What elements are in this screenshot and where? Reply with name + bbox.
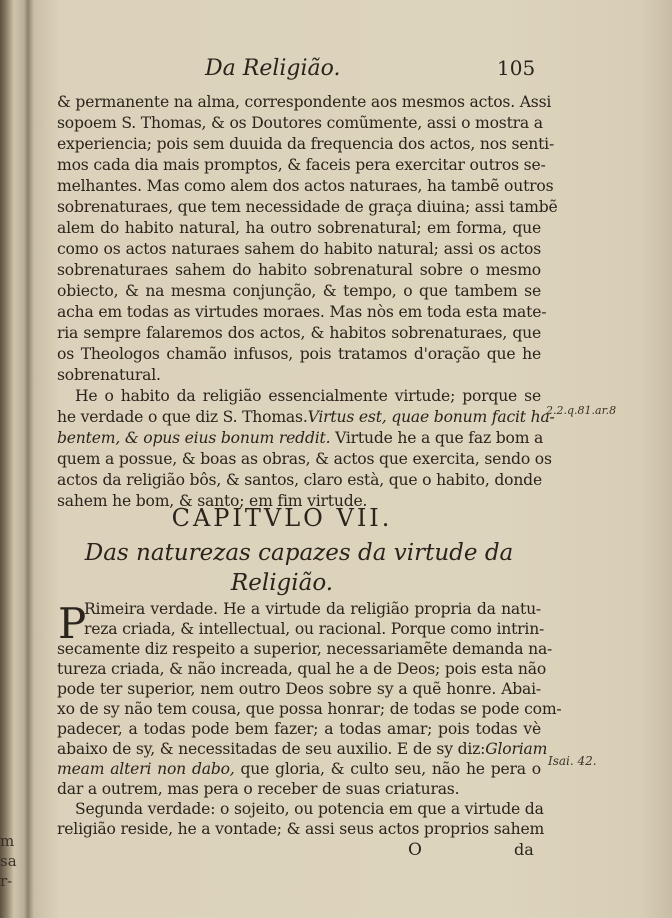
- text-line: [57, 134, 555, 155]
- text-line: [57, 659, 547, 680]
- text-span: Rimeira verdade. He a virtude da religião propria da natu-: [84, 600, 541, 618]
- text-span: alem do habito natural, ha outro sobrenatural; em forma, que: [57, 219, 541, 237]
- text-span: dar a outrem, mas pera o receber de suas criaturas.: [57, 780, 460, 798]
- text-line: [57, 155, 546, 176]
- facing-edge-3: r-: [0, 872, 13, 890]
- text-span: xo de sy não tem cousa, que possa honrar; de todas se pode com-: [57, 700, 562, 718]
- text-span: he verdade o que diz S. Thomas.: [57, 408, 308, 426]
- text-line: [57, 639, 553, 660]
- text-line: [57, 239, 541, 260]
- text-span: secamente diz respeito a superior, necessariamẽte demanda na-: [57, 640, 553, 658]
- text-line: [84, 619, 545, 640]
- text-line: [57, 281, 541, 302]
- chapter-heading: CAPITVLO VII.: [171, 504, 393, 532]
- text-span: pode ter superior, nem outro Deos sobre sy a quẽ honre. Abai-: [57, 680, 541, 698]
- text-span: sahem he bom, & santo; em fim virtude.: [57, 492, 368, 510]
- text-line: [57, 759, 541, 780]
- chapter-title-2: Religião.: [230, 570, 334, 596]
- page-number: 105: [497, 56, 536, 80]
- text-span: mos cada dia mais promptos, & faceis pera exercitar outros se-: [57, 156, 546, 174]
- text-span: actos da religião bôs, & santos, claro està, que o habito, donde: [57, 471, 542, 489]
- text-span: sopoem S. Thomas, & os Doutores comũmente, assi o mostra a: [57, 114, 543, 132]
- margin-note-2: Isai. 42.: [548, 754, 597, 768]
- text-line: [57, 176, 554, 197]
- text-line: [57, 92, 552, 113]
- text-line: [57, 470, 541, 491]
- text-span: experiencia; pois sem duuida da frequencia dos actos, nos senti-: [57, 135, 555, 153]
- text-line: [57, 344, 541, 365]
- text-span: Segunda verdade: o sojeito, ou potencia em que a virtude da: [75, 800, 544, 818]
- catchword: da: [514, 840, 534, 859]
- text-line: [84, 599, 541, 620]
- chapter-title-1: Das naturezas capazes da virtude da: [84, 540, 514, 566]
- text-span: sobrenaturaes, que tem necessidade de graça diuina; assi tambẽ: [57, 198, 558, 216]
- text-span: sobrenaturaes sahem do habito sobrenatural sobre o mesmo: [57, 261, 541, 279]
- text-line: [57, 302, 547, 323]
- text-line: [57, 218, 541, 239]
- text-line: [57, 407, 555, 428]
- text-line: [57, 113, 541, 134]
- text-span: Virtus est, quae bonum facit ha-: [307, 408, 555, 426]
- text-line: [57, 323, 541, 344]
- text-line: [57, 260, 541, 281]
- text-span: Gloriam: [485, 740, 548, 758]
- text-line: [57, 679, 541, 700]
- text-span: & permanente na alma, correspondente aos mesmos actos. Assi: [57, 93, 552, 111]
- text-span: reza criada, & intellectual, ou racional. Porque como intrin-: [84, 620, 545, 638]
- drop-cap: P: [58, 599, 87, 648]
- text-span: obiecto, & na mesma conjunção, & tempo, o que tambem se: [57, 282, 541, 300]
- text-line: [57, 739, 548, 760]
- text-span: acha em todas as virtudes moraes. Mas nòs em toda esta mate-: [57, 303, 547, 321]
- catchword-signature: O: [408, 840, 422, 860]
- text-span: sobrenatural.: [57, 366, 161, 384]
- facing-edge-1: m: [0, 832, 15, 850]
- text-span: meam alteri non dabo,: [57, 760, 235, 778]
- text-span: quem a possue, & boas as obras, & actos que exercita, sendo os: [57, 450, 552, 468]
- text-span: ria sempre falaremos dos actos, & habitos sobrenaturaes, que: [57, 324, 541, 342]
- text-line: [57, 819, 545, 840]
- text-span: religião reside, he a vontade; & assi seus actos proprios sahem: [57, 820, 545, 838]
- text-line: [57, 719, 541, 740]
- text-span: como os actos naturaes sahem do habito natural; assi os actos: [57, 240, 541, 258]
- text-span: os Theologos chamão infusos, pois tratamos d'oração que he: [57, 345, 541, 363]
- text-span: abaixo de sy, & necessitadas de seu auxilio. E de sy diz:: [57, 740, 486, 758]
- text-line: [57, 428, 544, 449]
- text-line: [57, 197, 558, 218]
- running-title: Da Religião.: [205, 56, 341, 81]
- text-span: que gloria, & culto seu, não he pera o: [234, 760, 542, 778]
- text-line: [57, 449, 552, 470]
- text-span: bentem, & opus eius bonum reddit.: [57, 429, 331, 447]
- margin-note-1: 2.2.q.81.ar.8: [546, 404, 617, 417]
- text-span: tureza criada, & não increada, qual he a de Deos; pois esta não: [57, 660, 547, 678]
- text-span: Virtude he a que faz bom a: [330, 429, 544, 447]
- text-line: [75, 799, 544, 820]
- text-line: [75, 386, 541, 407]
- facing-edge-2: sa: [0, 852, 17, 870]
- text-line: [57, 699, 562, 720]
- text-line: [57, 365, 541, 386]
- text-span: padecer, a todas pode bem fazer; a todas amar; pois todas vè: [57, 720, 541, 738]
- text-span: melhantes. Mas como alem dos actos naturaes, ha tambẽ outros: [57, 177, 554, 195]
- text-line: [57, 779, 541, 800]
- text-span: He o habito da religião essencialmente virtude; porque se: [75, 387, 541, 405]
